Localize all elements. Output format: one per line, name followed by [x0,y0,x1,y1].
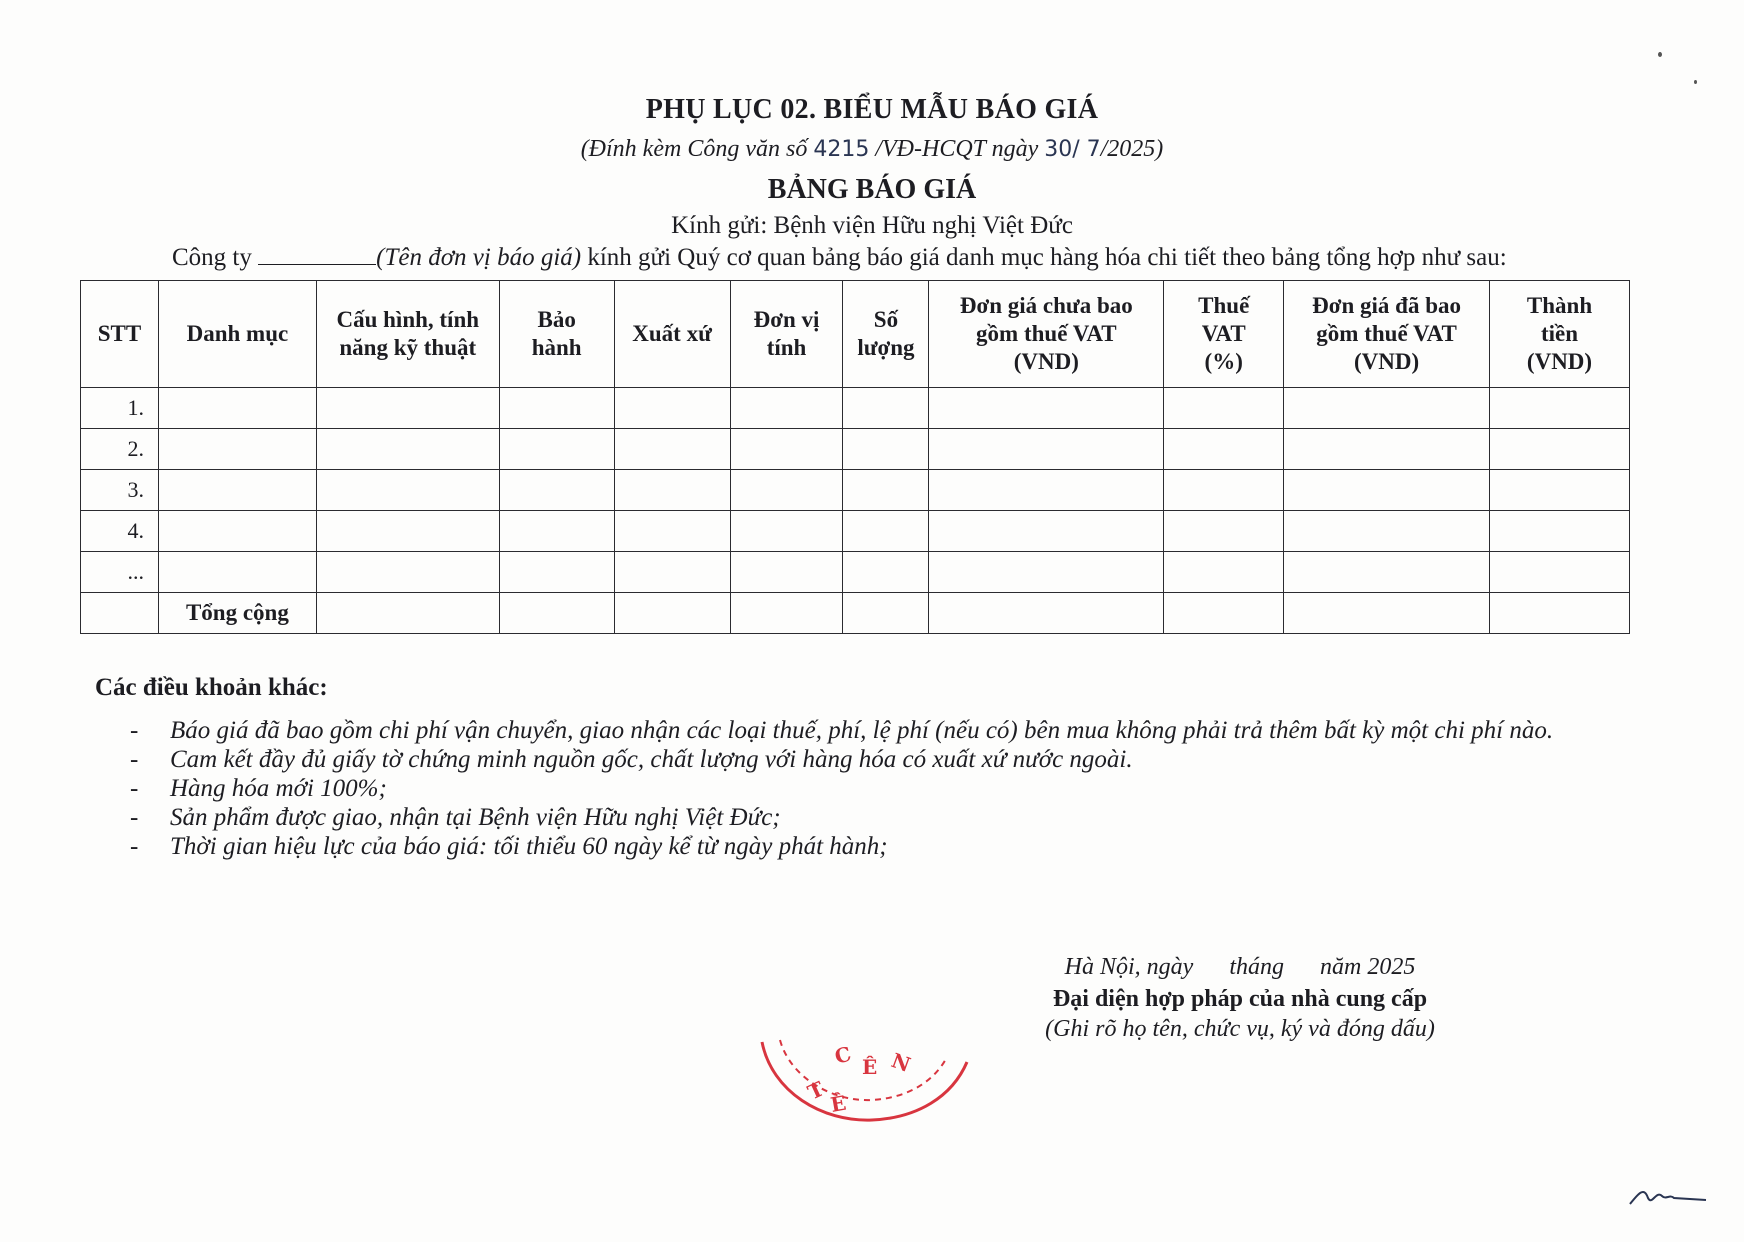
column-header [730,281,843,388]
empty-cell [614,552,730,593]
bullet-dash-icon: - [130,833,139,860]
column-header-line: năng kỹ thuật [339,335,477,360]
terms-list [130,716,1610,861]
column-header-line: Xuất xứ [632,321,712,346]
empty-cell [1284,593,1490,634]
empty-cell [843,388,929,429]
term-item [130,774,1610,803]
row-number: 2. [81,429,159,470]
column-header [1490,281,1630,388]
term-text: Hàng hóa mới 100%; [170,775,387,802]
empty-cell [158,511,316,552]
bullet-dash-icon: - [130,717,139,744]
empty-cell [1164,470,1284,511]
empty-cell [81,593,159,634]
table-row [81,388,1630,429]
table-row [81,511,1630,552]
bullet-dash-icon: - [130,746,139,773]
column-header-line: gồm thuế VAT [976,321,1117,346]
column-header-line: (VND) [1013,349,1079,374]
empty-cell [843,470,929,511]
column-header-line: Cấu hình, tính [336,307,480,332]
signature-date-line: Hà Nội, ngày tháng năm 2025 [1064,954,1416,980]
attachment-prefix: (Đính kèm Công văn số [580,136,814,162]
term-item [130,832,1610,861]
empty-cell [929,552,1164,593]
empty-cell [929,593,1164,634]
empty-cell [614,593,730,634]
column-header [1164,281,1284,388]
empty-cell [1490,429,1630,470]
empty-cell [1490,552,1630,593]
empty-cell [316,552,499,593]
table-body [81,388,1630,634]
empty-cell [929,429,1164,470]
empty-cell [158,552,316,593]
table-row [81,552,1630,593]
empty-cell [843,511,929,552]
empty-cell [158,429,316,470]
attachment-suffix: /2025) [1100,136,1164,162]
empty-cell [1490,593,1630,634]
column-header [158,281,316,388]
attachment-date: 30/ 7 [1044,137,1101,162]
empty-cell [499,470,614,511]
table-row [81,429,1630,470]
intro-line [172,244,1507,272]
company-label: Công ty [172,244,259,271]
signature-representative: Đại diện hợp pháp của nhà cung cấp [1052,986,1428,1012]
column-header [316,281,499,388]
column-header [499,281,614,388]
attachment-mid: /VĐ-HCQT ngày [869,136,1045,162]
svg-text:Ê: Ê [828,1090,848,1117]
empty-cell [499,593,614,634]
bullet-dash-icon: - [130,775,139,802]
row-number: 1. [81,388,159,429]
table-row [81,470,1630,511]
empty-cell [1164,388,1284,429]
empty-cell [730,470,843,511]
empty-cell [1164,429,1284,470]
column-header [843,281,929,388]
svg-text:T: T [803,1076,828,1105]
column-header [614,281,730,388]
attachment-number: 4215 [813,137,870,162]
empty-cell [843,429,929,470]
document-subtitle: BẢNG BÁO GIÁ [767,174,977,205]
column-header-line: Thành [1526,293,1593,318]
empty-cell [614,388,730,429]
quotation-table [80,280,1630,634]
row-number: 4. [81,511,159,552]
empty-cell [730,593,843,634]
empty-cell [614,470,730,511]
empty-cell [158,388,316,429]
term-item [130,716,1610,745]
document-title: PHỤ LỤC 02. BIỂU MẪU BÁO GIÁ [645,94,1099,125]
empty-cell [1284,552,1490,593]
svg-text:Ê: Ê [862,1055,878,1079]
signature-note: (Ghi rõ họ tên, chức vụ, ký và đóng dấu) [1045,1016,1435,1042]
empty-cell [499,429,614,470]
column-header-line: (%) [1204,349,1243,374]
term-text: Báo giá đã bao gồm chi phí vận chuyển, giao nhận các loại thuế, phí, lệ phí (nếu có) bên mua không phải trả thêm bất kỳ một chi phí nào. [170,717,1554,744]
bullet-dash-icon: - [130,804,139,831]
row-number: 3. [81,470,159,511]
empty-cell [316,388,499,429]
empty-cell [1490,388,1630,429]
addressee-line: Kính gửi: Bệnh viện Hữu nghị Việt Đức [671,212,1073,239]
column-header-line: (VND) [1354,349,1420,374]
term-text: Thời gian hiệu lực của báo giá: tối thiểu 60 ngày kể từ ngày phát hành; [170,833,888,860]
empty-cell [843,552,929,593]
term-item [130,803,1610,832]
empty-cell [1164,511,1284,552]
row-number: ... [81,552,159,593]
handwritten-initial-icon [1628,1176,1708,1216]
intro-text: kính gửi Quý cơ quan bảng báo giá danh mục hàng hóa chi tiết theo bảng tổng hợp như sau: [581,244,1507,271]
empty-cell [1490,511,1630,552]
column-header-line: Bảo [537,307,576,332]
column-header-line: gồm thuế VAT [1316,321,1457,346]
empty-cell [316,511,499,552]
empty-cell [1284,470,1490,511]
column-header-line: Số [873,307,899,332]
total-label: Tổng cộng [158,593,316,634]
empty-cell [158,470,316,511]
term-text: Sản phẩm được giao, nhận tại Bệnh viện Hữu nghị Việt Đức; [170,804,781,831]
empty-cell [929,511,1164,552]
column-header [1284,281,1490,388]
column-header-line: Đơn giá đã bao [1312,293,1462,318]
column-header-line: Thuế [1198,293,1250,318]
empty-cell [929,388,1164,429]
column-header-line: Đơn giá chưa bao [959,293,1133,318]
svg-text:C: C [832,1041,854,1069]
scan-speck-icon [1694,80,1697,84]
column-header-line: (VND) [1526,349,1593,374]
empty-cell [316,470,499,511]
empty-cell [730,429,843,470]
company-blank [258,246,376,265]
empty-cell [499,388,614,429]
terms-title: Các điều khoản khác: [95,674,328,701]
empty-cell [1284,388,1490,429]
scan-speck-icon [1658,52,1662,57]
empty-cell [614,429,730,470]
column-header [929,281,1164,388]
empty-cell [614,511,730,552]
red-stamp-icon [752,1022,982,1132]
term-item [130,745,1610,774]
column-header-line: tính [766,335,807,360]
empty-cell [316,429,499,470]
empty-cell [843,593,929,634]
table-header-row [81,281,1630,388]
company-placeholder: (Tên đơn vị báo giá) [376,244,582,271]
column-header [81,281,159,388]
attachment-reference [0,136,1744,163]
empty-cell [316,593,499,634]
column-header-line: hành [531,335,582,360]
column-header-line: Danh mục [186,321,289,346]
column-header-line: lượng [857,335,915,360]
empty-cell [1164,593,1284,634]
svg-text:N: N [888,1048,914,1077]
column-header-line: STT [97,321,142,346]
empty-cell [1164,552,1284,593]
column-header-line: Đơn vị [753,307,820,332]
column-header-line: VAT [1201,321,1246,346]
empty-cell [730,511,843,552]
empty-cell [1284,429,1490,470]
empty-cell [1284,511,1490,552]
column-header-line: tiền [1540,321,1579,346]
empty-cell [929,470,1164,511]
empty-cell [499,511,614,552]
empty-cell [1490,470,1630,511]
empty-cell [730,552,843,593]
total-row [81,593,1630,634]
empty-cell [499,552,614,593]
term-text: Cam kết đầy đủ giấy tờ chứng minh nguồn gốc, chất lượng với hàng hóa có xuất xứ nước ngoài. [170,746,1133,773]
empty-cell [730,388,843,429]
